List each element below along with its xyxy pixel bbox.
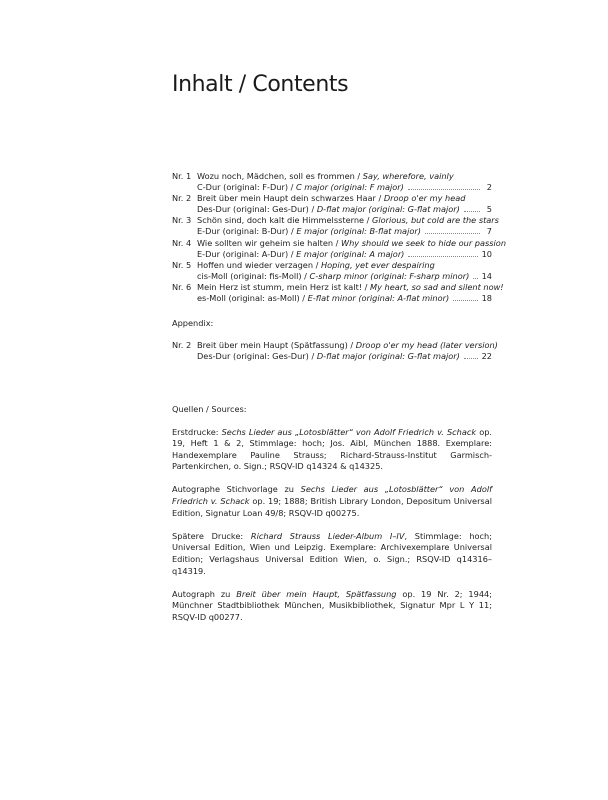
toc-entry-1 <box>172 171 492 193</box>
entry-page-number: 14 <box>481 270 492 281</box>
entry-key: Des-Dur (original: Ges-Dur) / D-flat major (original: G-flat major) <box>197 351 460 362</box>
entry-title: Breit über mein Haupt (Spätfassung) / Droop o'er my head (later version) <box>197 340 498 351</box>
appendix-entry <box>172 340 498 362</box>
toc-entry-2 <box>172 193 492 215</box>
entry-key: cis-Moll (original: fis-Moll) / C-sharp minor (original: F-sharp minor) <box>197 270 470 281</box>
entry-key: E-Dur (original: B-Dur) / E major (original: B-flat major) <box>197 226 421 237</box>
appendix-list <box>172 340 498 362</box>
entry-page-number: 22 <box>481 351 492 362</box>
entry-page-number: 18 <box>481 293 492 304</box>
entry-page-number: 10 <box>481 248 492 259</box>
entry-key: es-Moll (original: as-Moll) / E-flat minor (original: A-flat minor) <box>197 293 450 304</box>
sources-heading: Quellen / Sources: <box>172 404 247 414</box>
entry-key: E-Dur (original: A-Dur) / E major (original: A major) <box>197 248 405 259</box>
entry-number: Nr. 5 <box>172 259 192 270</box>
entry-page-number: 5 <box>486 204 492 215</box>
entry-page-number: 2 <box>486 182 492 193</box>
page-title: Inhalt / Contents <box>172 72 349 97</box>
dot-leader <box>453 293 477 301</box>
source-later-editions: Spätere Drucke: Richard Strauss Lieder-Album I–IV, Stimmlage: hoch; Universal Edition, Wien und Leipzig. Exemplare: Archivexemplare Universal Edition; Verlagshaus Universal Edition Wien, o. Sign.; RSQV-ID q14316–q14319. <box>172 530 493 576</box>
source-autograph-engraver-copy: Autographe Stichvorlage zu Sechs Lieder aus „Lotosblätter“ von Adolf Friedrich v. Schack op. 19; 1888; British Library London, Depositum Universal Edition, Signatur Loan 49/8; RSQV-ID q00275. <box>172 484 492 518</box>
sources-section <box>172 404 492 635</box>
entry-number: Nr. 2 <box>172 193 192 204</box>
entry-number: Nr. 1 <box>172 171 192 181</box>
toc-entry-4 <box>172 237 507 260</box>
entry-title: Wozu noch, Mädchen, soll es frommen / Say, wherefore, vainly <box>197 171 454 181</box>
entry-key: Des-Dur (original: Ges-Dur) / D-flat major (original: G-flat major) <box>197 204 460 215</box>
dot-leader <box>464 204 480 212</box>
entry-title: Mein Herz ist stumm, mein Herz ist kalt! / My heart, so sad and silent now! <box>197 281 504 292</box>
dot-leader <box>408 249 477 257</box>
toc-entry-3 <box>172 215 499 237</box>
entry-number: Nr. 6 <box>172 281 192 292</box>
source-first-editions: Erstdrucke: Sechs Lieder aus „Lotosblätter“ von Adolf Friedrich v. Schack op. 19, Heft 1 & 2, Stimmlage: hoch; Jos. Aibl, München 1888. Exemplare: Handexemplare Pauline Strauss; Richard-Strauss-Institut Garmisch-Partenkirchen, o. Sign.; RSQV-ID q14324 & q14325. <box>172 426 492 472</box>
entry-page-number: 7 <box>486 226 492 237</box>
entry-title: Schön sind, doch kalt die Himmelssterne / Glorious, but cold are the stars <box>197 215 499 226</box>
entry-key: C-Dur (original: F-Dur) / C major (original: F major) <box>197 182 404 193</box>
entry-number: Nr. 4 <box>172 237 192 248</box>
entry-title: Breit über mein Haupt dein schwarzes Haar / Droop o'er my head <box>197 193 466 204</box>
appendix-label: Appendix: <box>172 318 214 329</box>
entry-number: Nr. 3 <box>172 215 192 226</box>
dot-leader <box>473 271 477 279</box>
dot-leader <box>408 182 480 190</box>
entry-title: Hoffen und wieder verzagen / Hoping, yet ever despairing <box>197 259 435 270</box>
dot-leader <box>464 351 478 359</box>
entry-title: Wie sollten wir geheim sie halten / Why should we seek to hide our passion <box>197 237 507 248</box>
source-autograph-late-version: Autograph zu Breit über mein Haupt, Spätfassung op. 19 Nr. 2; 1944; Münchner Stadtbibliothek München, Musikbibliothek, Signatur Mpr L Y 11; RSQV-ID q00277. <box>172 588 492 622</box>
dot-leader <box>425 226 480 234</box>
toc-entry-6 <box>172 281 504 304</box>
toc-entry-5 <box>172 260 492 282</box>
entry-number: Nr. 2 <box>172 340 192 351</box>
table-of-contents <box>172 171 507 362</box>
